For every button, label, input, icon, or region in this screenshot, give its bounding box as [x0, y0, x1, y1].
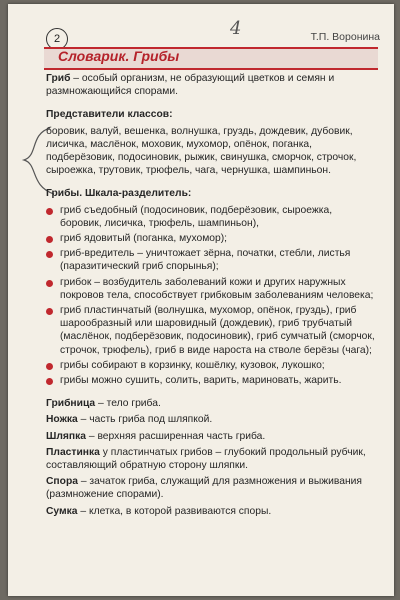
handwritten-mark: 4 — [230, 18, 242, 39]
term-entry: Пластинка у пластинчатых грибов – глубокий продольный рубчик, составляющий обратную сторону шляпки. — [46, 446, 366, 472]
definition-term: Гриб — [46, 73, 71, 84]
term-entry: Ножка – часть гриба под шляпкой. — [46, 414, 213, 426]
terms-list — [46, 397, 376, 518]
bullet-icon — [46, 308, 53, 315]
list-item: грибы собирают в корзинку, кошёлку, кузовок, лукошко; — [46, 359, 376, 372]
bullet-icon — [46, 236, 53, 243]
list-item: грибок – возбудитель заболеваний кожи и других наружных покровов тела, способствует грибковым заболеваниям человека; — [46, 276, 376, 302]
bullet-icon — [46, 208, 53, 215]
bullet-icon — [46, 363, 53, 370]
author-name: Т.П. Воронина — [310, 31, 380, 43]
bullet-icon — [46, 378, 53, 385]
list-item: гриб-вредитель – уничтожает зёрна, початки, стебли, листья (паразитический гриб спорынья); — [46, 247, 376, 273]
page-content — [46, 72, 376, 521]
classes-heading: Представители классов: — [46, 109, 173, 121]
page-title: Словарик. Грибы — [58, 48, 180, 64]
bullet-icon — [46, 251, 53, 258]
term-entry: Шляпка – верхняя расширенная часть гриба. — [46, 430, 266, 442]
list-item: гриб пластинчатый (волнушка, мухомор, опёнок, груздь), гриб шарообразный или шаровидный (дождевик), гриб трубчатый (маслёнок, подберёзовик, подосиновик), гриб сумчатый (сморчок, строчок, трюфель), гриб в виде нароста на стволе берёзы (чага); — [46, 304, 376, 357]
list-item: грибы можно сушить, солить, варить, мариновать, жарить. — [46, 374, 376, 387]
classes-list: боровик, валуй, вешенка, волнушка, груздь, дождевик, дубовик, лисичка, маслёнок, моховик, мухомор, опёнок, поганка, подберёзовик, подосиновик, рыжик, свинушка, сморчок, строчок, сыроежка, трутовик, трюфель, чага, чернушка, шампиньон. — [46, 125, 357, 177]
bullet-icon — [46, 280, 53, 287]
list-item: гриб ядовитый (поганка, мухомор); — [46, 232, 376, 245]
scale-heading: Грибы. Шкала-разделитель: — [46, 188, 192, 200]
definition-text: – особый организм, не образующий цветков и семян и размножающийся спорами. — [46, 73, 335, 98]
term-entry: Грибница – тело гриба. — [46, 398, 161, 410]
page-number: 2 — [46, 28, 68, 50]
scale-list — [46, 204, 376, 388]
term-entry: Спора – зачаток гриба, служащий для размножения и выживания (размножение спорами). — [46, 476, 363, 501]
definition-paragraph — [46, 72, 376, 98]
list-item: гриб съедобный (подосиновик, подберёзовик, сыроежка, боровик, лисичка, трюфель, шампиньон), — [46, 204, 376, 230]
term-entry: Сумка – клетка, в которой развиваются споры. — [46, 505, 272, 517]
